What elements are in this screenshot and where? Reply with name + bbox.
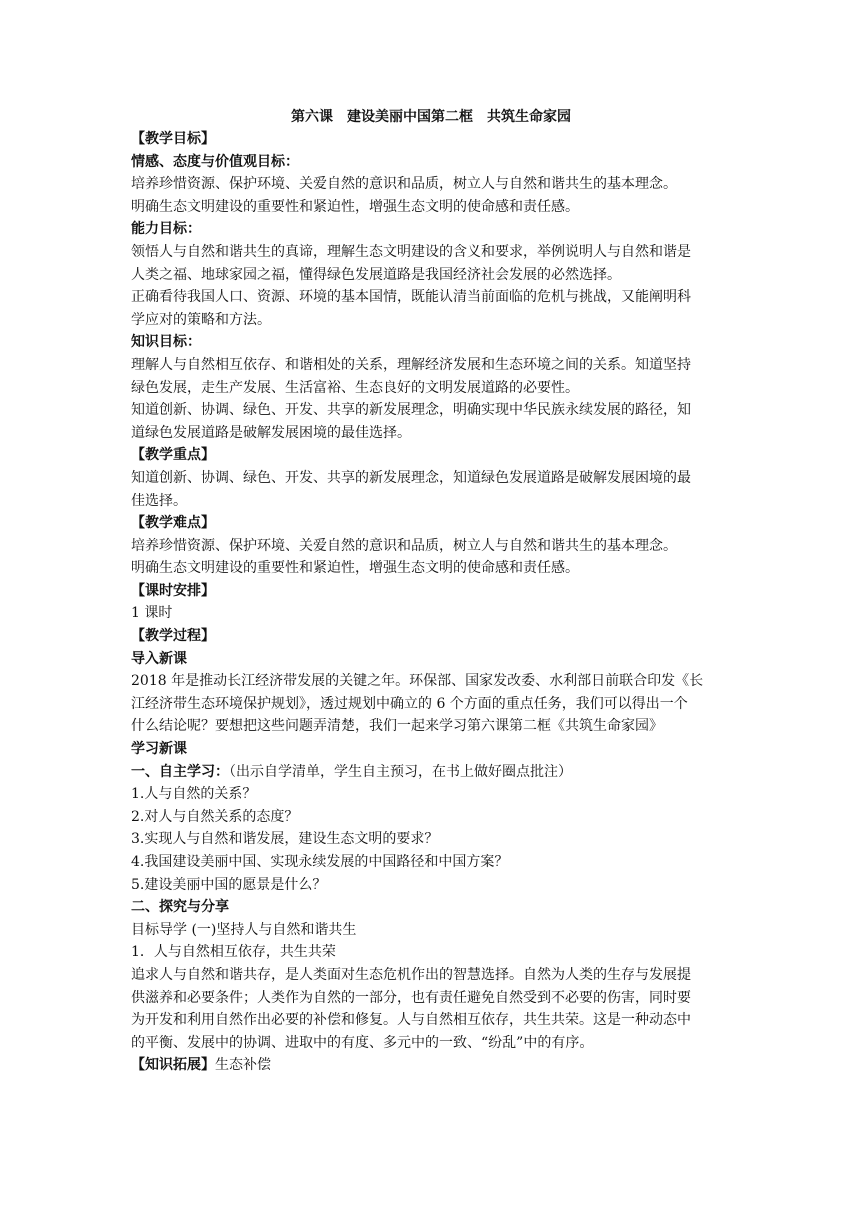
paragraph-line: 知道创新、协调、绿色、开发、共享的新发展理念，知道绿色发展道路是破解发展困境的最 [131,469,691,486]
paragraph-line: 领悟人与自然和谐共生的真谛，理解生态文明建设的含义和要求，举例说明人与自然和谐是 [131,243,691,260]
heading-emotion-goals: 情感、态度与价值观目标： [131,153,299,170]
heading-ability-goals: 能力目标： [131,221,201,238]
paragraph-line: 正确看待我国人口、资源、环境的基本国情，既能认清当前面临的危机与挑战，又能阐明科 [131,289,691,306]
knowledge-extension-heading: 【知识拓展】 [131,1057,215,1074]
paragraph-line: 的平衡、发展中的协调、进取中的有度、多元中的一致、“纷乱”中的有序。 [131,1034,594,1051]
document-title: 第六课 建设美丽中国第二框 共筑生命家园 [291,109,571,125]
paragraph-line: 2018 年是推动长江经济带发展的关键之年。环保部、国家发改委、水利部日前联合印发《长 [131,673,704,690]
paragraph-line: 学应对的策略和方法。 [131,311,271,328]
heading-process: 【教学过程】 [131,628,215,645]
paragraph: 明确生态文明建设的重要性和紧迫性，增强生态文明的使命感和责任感。 [131,198,579,215]
paragraph-line: 人类之福、地球家园之福，懂得绿色发展道路是我国经济社会发展的必然选择。 [131,266,621,283]
document-page [131,106,731,1077]
question-item: 5.建设美丽中国的愿景是什么？ [131,876,327,893]
paragraph-line: 追求人与自然和谐共存，是人类面对生态危机作出的智慧选择。自然为人类的生存与发展提 [131,966,691,983]
paragraph-line: 为开发和利用自然作出必要的补偿和修复。人与自然相互依存，共生共荣。这是一种动态中 [131,1012,691,1029]
paragraph-line: 佳选择。 [131,492,187,509]
heading-key-points: 【教学重点】 [131,447,215,464]
schedule-text: 1 课时 [131,605,173,622]
heading-schedule: 【课时安排】 [131,582,215,599]
question-item: 3.实现人与自然和谐发展，建设生态文明的要求？ [131,831,439,848]
question-item: 2.对人与自然关系的态度？ [131,808,299,825]
self-study-note: （出示自学清单，学生自主预习，在书上做好圈点批注） [229,763,572,780]
knowledge-extension-text: 生态补偿 [215,1057,271,1074]
paragraph-line: 知道创新、协调、绿色、开发、共享的新发展理念，明确实现中华民族永续发展的路径，知 [131,402,691,419]
heading-intro: 导入新课 [131,650,187,667]
heading-difficult-points: 【教学难点】 [131,515,215,532]
paragraph: 培养珍惜资源、保护环境、关爱自然的意识和品质，树立人与自然和谐共生的基本理念。 [131,176,677,193]
guide-text: 目标导学 (一)坚持人与自然和谐共生 [131,921,357,938]
question-item: 4.我国建设美丽中国、实现永续发展的中国路径和中国方案？ [131,854,509,870]
heading-knowledge-goals: 知识目标： [131,334,201,351]
paragraph-line: 供滋养和必要条件；人类作为自然的一部分，也有责任避免自然受到不必要的伤害，同时要 [131,989,691,1006]
self-study-heading: 一、自主学习： [131,763,229,780]
heading-explore-share: 二、探究与分享 [131,899,229,916]
paragraph-line: 江经济带生态环境保护规划》，透过规划中确立的 6 个方面的重点任务，我们可以得出一个 [131,695,688,712]
point-heading: 1．人与自然相互依存，共生共荣 [131,944,336,961]
paragraph: 明确生态文明建设的重要性和紧迫性，增强生态文明的使命感和责任感。 [131,560,579,577]
paragraph-line: 理解人与自然相互依存、和谐相处的关系，理解经济发展和生态环境之间的关系。知道坚持 [131,356,691,373]
heading-new-lesson: 学习新课 [131,741,187,758]
paragraph: 培养珍惜资源、保护环境、关爱自然的意识和品质，树立人与自然和谐共生的基本理念。 [131,537,677,554]
self-study-line [131,761,731,784]
paragraph-line: 道绿色发展道路是破解发展困境的最佳选择。 [131,424,411,441]
paragraph-line: 什么结论呢？要想把这些问题弄清楚，我们一起来学习第六课第二框《共筑生命家园》 [131,718,663,735]
question-item: 1.人与自然的关系？ [131,786,257,803]
knowledge-extension-line [131,1054,731,1077]
paragraph-line: 绿色发展，走生产发展、生活富裕、生态良好的文明发展道路的必要性。 [131,379,579,396]
heading-teaching-goals: 【教学目标】 [131,131,215,147]
